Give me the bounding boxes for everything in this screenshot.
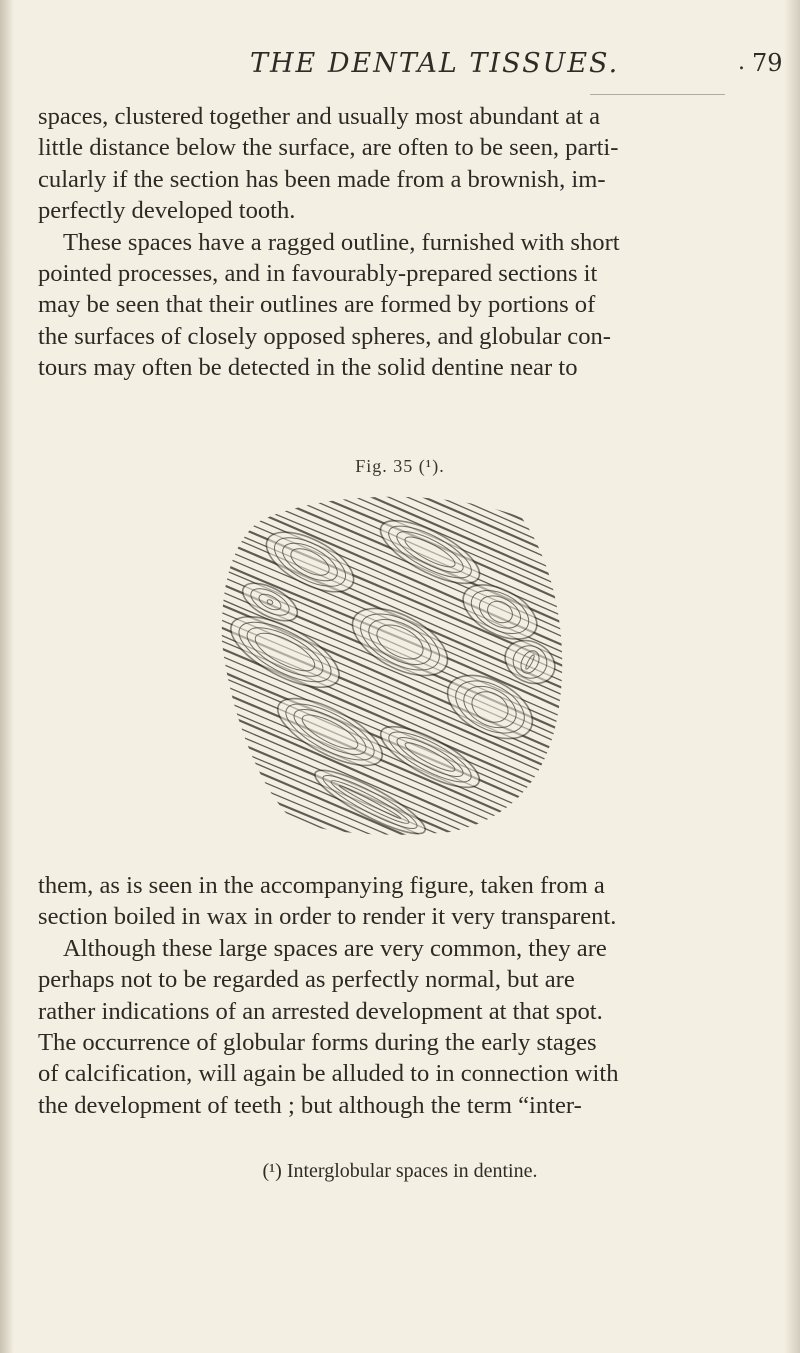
interglobular-spaces-engraving-icon [200, 492, 580, 862]
text-line: them, as is seen in the accompanying figure, taken from a [38, 872, 605, 899]
running-mark: . [738, 50, 745, 75]
text-line: rather indications of an arrested development at that spot. [38, 997, 603, 1025]
paragraph-2 [38, 870, 758, 1121]
text-line: spaces, clustered together and usually most abundant at a [38, 103, 601, 130]
running-title: THE DENTAL TISSUES. [250, 48, 620, 79]
engraving-stroke [200, 847, 580, 862]
text-line: little distance below the surface, are often to be seen, parti- [38, 134, 619, 162]
text-line: The occurrence of globular forms during the early stages [38, 1029, 597, 1057]
text-line: the surfaces of closely opposed spheres, and globular con- [38, 322, 611, 350]
globule-shape [342, 595, 458, 690]
text-line: the development of teeth ; but although the term “inter- [38, 1091, 582, 1119]
engraving-stroke [200, 840, 580, 862]
paragraph-1 [38, 101, 758, 384]
text-line: perfectly developed tooth. [38, 197, 296, 225]
text-line: pointed processes, and in favourably-prepared sections it [38, 260, 598, 288]
footnote-text: Interglobular spaces in dentine. [286, 1160, 538, 1182]
running-head [0, 48, 800, 84]
head-rule [590, 94, 725, 95]
text-line: section boiled in wax in order to render it very transparent. [38, 903, 617, 931]
text-line: These spaces have a ragged outline, furnished with short [63, 228, 620, 256]
engraving-stroke [200, 826, 580, 862]
footnote [0, 1160, 800, 1183]
text-line: tours may often be detected in the solid dentine near to [38, 354, 578, 382]
footnote-marker: (¹) [262, 1160, 282, 1182]
page-gutter-shadow [0, 0, 14, 1353]
engraving-stroke [200, 833, 580, 862]
text-line: of calcification, will again be alluded to in connection with [38, 1060, 619, 1088]
engraving-stroke [200, 854, 580, 862]
figure-caption: Fig. 35 (¹). [355, 456, 445, 476]
page-edge-shadow [784, 0, 800, 1353]
page-number: 79 [752, 49, 783, 77]
text-line: Although these large spaces are very common, they are [63, 934, 607, 962]
text-line: perhaps not to be regarded as perfectly normal, but are [38, 966, 575, 994]
text-line: may be seen that their outlines are formed by portions of [38, 291, 596, 319]
figure-illustration [200, 492, 580, 862]
text-line: cularly if the section has been made from a brownish, im- [38, 165, 606, 193]
